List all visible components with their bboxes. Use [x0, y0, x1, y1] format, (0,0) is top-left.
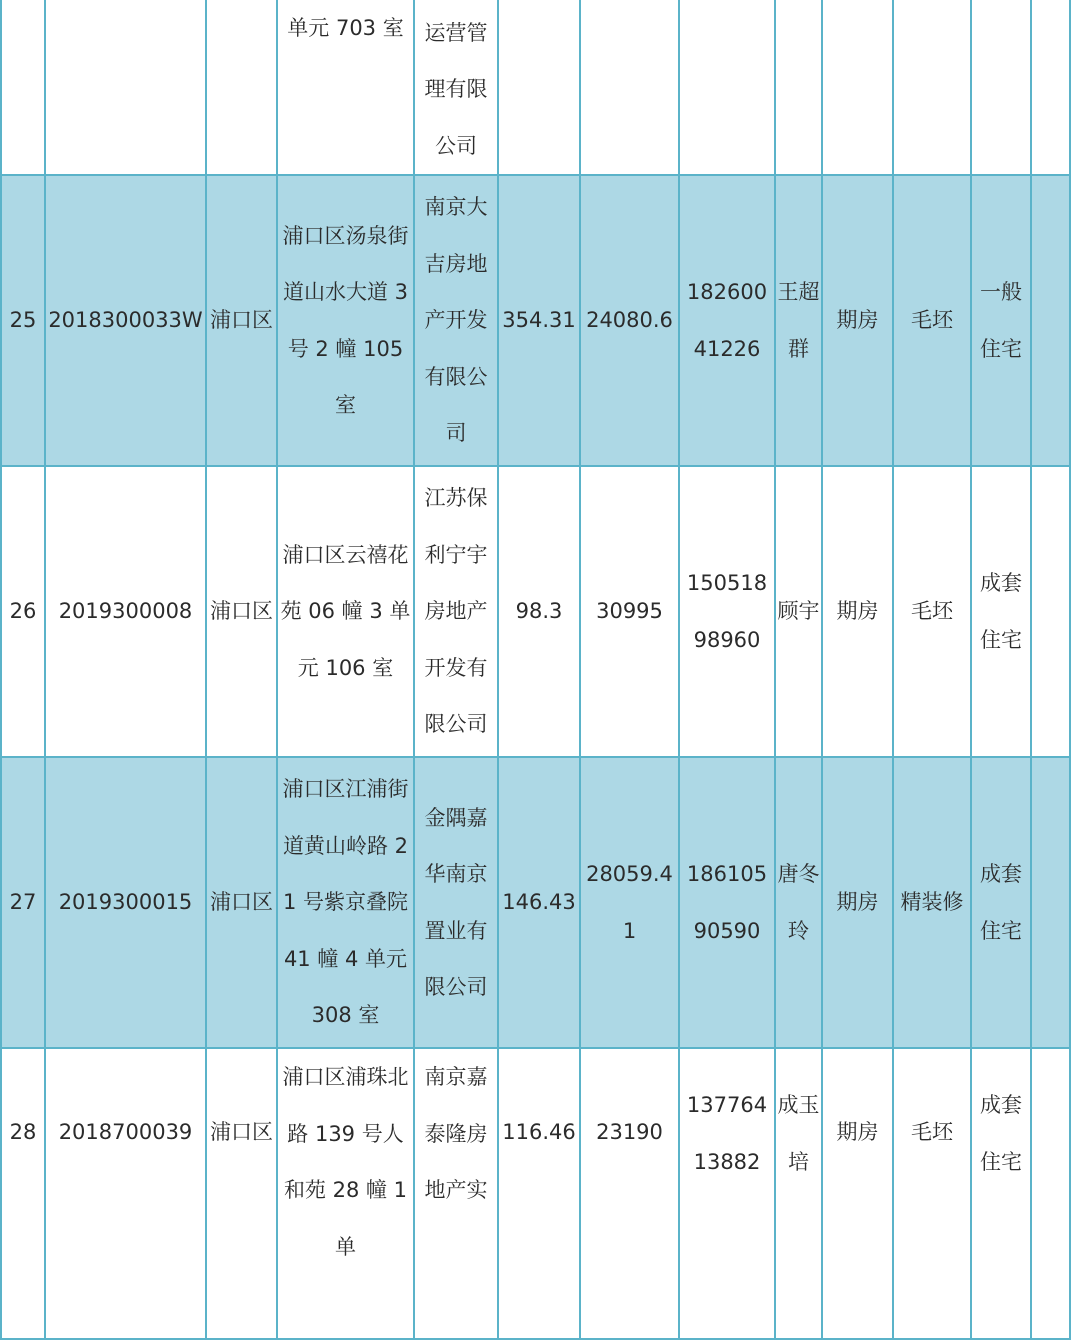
price: 24080.6	[580, 175, 679, 466]
row-number: 25	[1, 175, 45, 466]
sale-type	[822, 0, 893, 175]
phone: 15051898960	[679, 466, 775, 757]
area: 146.43	[498, 757, 580, 1048]
house-type: 一般住宅	[971, 175, 1031, 466]
price: 30995	[580, 466, 679, 757]
contact: 唐冬玲	[775, 757, 822, 1048]
row-number: 28	[1, 1048, 45, 1339]
phone	[679, 0, 775, 175]
address: 浦口区江浦街道黄山岭路 21 号紫京叠院 41 幢 4 单元 308 室	[277, 757, 414, 1048]
table-row	[1, 0, 1070, 175]
record-code: 2018700039	[45, 1048, 206, 1339]
area: 354.31	[498, 175, 580, 466]
district	[206, 0, 277, 175]
row-number	[1, 0, 45, 175]
contact	[775, 0, 822, 175]
address: 浦口区浦珠北路 139 号人和苑 28 幢 1 单	[277, 1048, 414, 1339]
house-type: 成套住宅	[971, 757, 1031, 1048]
developer: 运营管理有限公司	[414, 0, 498, 175]
decoration: 毛坯	[893, 1048, 971, 1339]
table-row	[1, 1048, 1070, 1339]
contact: 成玉培	[775, 1048, 822, 1339]
developer: 南京嘉泰隆房地产实	[414, 1048, 498, 1339]
table-row	[1, 757, 1070, 1048]
record-code: 2018300033W	[45, 175, 206, 466]
phone: 13776413882	[679, 1048, 775, 1339]
sale-type: 期房	[822, 757, 893, 1048]
address: 浦口区汤泉街道山水大道 3 号 2 幢 105 室	[277, 175, 414, 466]
address: 单元 703 室	[277, 0, 414, 175]
district: 浦口区	[206, 1048, 277, 1339]
blank-cell	[1031, 466, 1070, 757]
sale-type: 期房	[822, 466, 893, 757]
blank-cell	[1031, 1048, 1070, 1339]
row-number: 27	[1, 757, 45, 1048]
phone: 18260041226	[679, 175, 775, 466]
table-row	[1, 175, 1070, 466]
price	[580, 0, 679, 175]
developer: 金隅嘉华南京置业有限公司	[414, 757, 498, 1048]
house-type: 成套住宅	[971, 1048, 1031, 1339]
area: 116.46	[498, 1048, 580, 1339]
address: 浦口区云禧花苑 06 幢 3 单元 106 室	[277, 466, 414, 757]
sale-type: 期房	[822, 1048, 893, 1339]
contact: 王超群	[775, 175, 822, 466]
decoration: 毛坯	[893, 175, 971, 466]
decoration: 精装修	[893, 757, 971, 1048]
price: 23190	[580, 1048, 679, 1339]
blank-cell	[1031, 0, 1070, 175]
record-code: 2019300015	[45, 757, 206, 1048]
record-code	[45, 0, 206, 175]
decoration	[893, 0, 971, 175]
phone: 18610590590	[679, 757, 775, 1048]
contact: 顾宇	[775, 466, 822, 757]
area	[498, 0, 580, 175]
record-code: 2019300008	[45, 466, 206, 757]
area: 98.3	[498, 466, 580, 757]
decoration: 毛坯	[893, 466, 971, 757]
developer: 江苏保利宁宇房地产开发有限公司	[414, 466, 498, 757]
district: 浦口区	[206, 757, 277, 1048]
house-type: 成套住宅	[971, 466, 1031, 757]
sale-type: 期房	[822, 175, 893, 466]
price: 28059.41	[580, 757, 679, 1048]
table-row	[1, 466, 1070, 757]
blank-cell	[1031, 757, 1070, 1048]
house-type	[971, 0, 1031, 175]
district: 浦口区	[206, 175, 277, 466]
blank-cell	[1031, 175, 1070, 466]
developer: 南京大吉房地产开发有限公司	[414, 175, 498, 466]
row-number: 26	[1, 466, 45, 757]
district: 浦口区	[206, 466, 277, 757]
